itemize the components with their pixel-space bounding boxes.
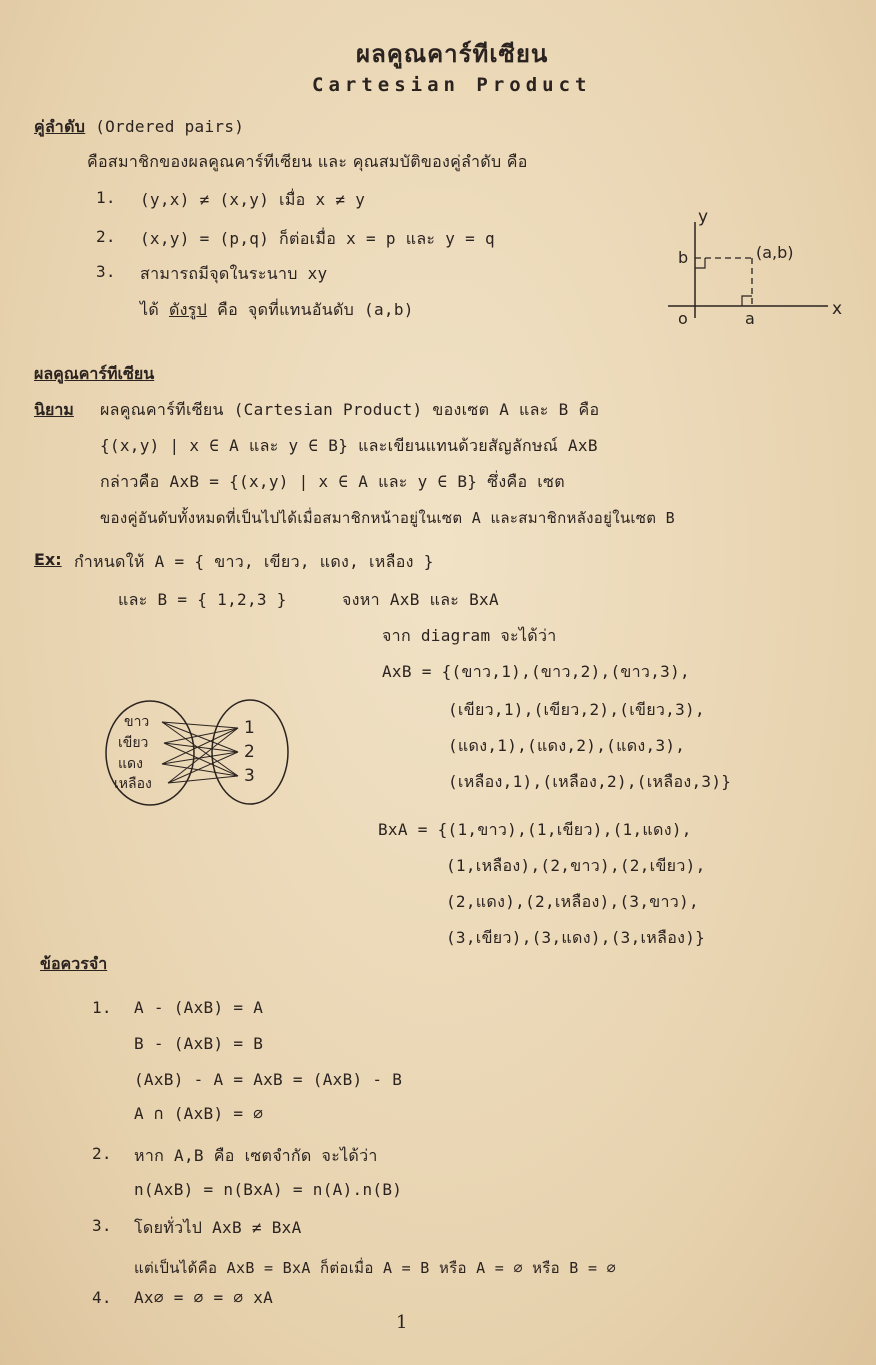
point-label: (a,b)	[756, 243, 794, 262]
set-b-element: 3	[244, 766, 255, 786]
axb-line: AxB = {(ขาว,1),(ขาว,2),(ขาว,3),	[382, 662, 690, 681]
set-a-element: ขาว	[124, 714, 150, 730]
axb-line: (แดง,1),(แดง,2),(แดง,3),	[448, 736, 686, 755]
remember-line: (AxB) - A = AxB = (AxB) - B	[134, 1070, 403, 1089]
property-text: (y,x) ≠ (x,y) เมื่อ x ≠ y	[140, 190, 366, 209]
set-a-element: แดง	[118, 756, 143, 772]
title-thai: ผลคูณคาร์ทีเซียน	[356, 40, 549, 68]
y-axis-label: y	[698, 207, 709, 227]
mapping-arrows	[162, 722, 238, 783]
example-line: และ B = { 1,2,3 }	[118, 590, 287, 609]
remember-line: n(AxB) = n(BxA) = n(A).n(B)	[134, 1180, 403, 1199]
a-label: a	[745, 309, 755, 328]
definition-line: {(x,y) | x ∈ A และ y ∈ B} และเขียนแทนด้วยสัญลักษณ์ AxB	[100, 436, 598, 455]
cartesian-heading: ผลคูณคาร์ทีเซียน	[34, 364, 155, 383]
example-line: กำหนดให้ A = { ขาว, เขียว, แดง, เหลือง }	[74, 552, 434, 571]
remember-line: A ∩ (AxB) = ∅	[134, 1104, 264, 1123]
property-text: (x,y) = (p,q) ก็ต่อเมื่อ x = p และ y = q	[140, 229, 495, 248]
remember-number: 2.	[92, 1144, 112, 1163]
definition-line: กล่าวคือ AxB = {(x,y) | x ∈ A และ y ∈ B} ซึ่งคือ เซต	[100, 472, 565, 491]
set-a-element: เหลือง	[114, 776, 152, 792]
set-a-element: เขียว	[118, 735, 149, 751]
axb-line: (เหลือง,1),(เหลือง,2),(เหลือง,3)}	[448, 772, 732, 791]
property-continuation: ได้ ดังรูป คือ จุดที่แทนอันดับ (a,b)	[140, 300, 414, 319]
example-line: จาก diagram จะได้ว่า	[382, 626, 557, 645]
example-label: Ex:	[34, 550, 62, 569]
definition-line: ของคู่อันดับทั้งหมดที่เป็นไปได้เมื่อสมาชิกหน้าอยู่ในเซต A และสมาชิกหลังอยู่ในเซต B	[100, 509, 675, 527]
remember-line: โดยทั่วไป AxB ≠ BxA	[134, 1218, 302, 1237]
remember-line: หาก A,B คือ เซตจำกัด จะได้ว่า	[134, 1146, 378, 1165]
remember-line: A - (AxB) = A	[134, 998, 264, 1017]
bxa-line: (3,เขียว),(3,แดง),(3,เหลือง)}	[446, 928, 706, 947]
remember-heading: ข้อควรจำ	[40, 954, 108, 973]
right-angle-mark	[695, 258, 705, 268]
definition-label: นิยาม	[34, 400, 74, 419]
coordinate-graph	[660, 200, 850, 330]
property-number: 3.	[96, 262, 116, 281]
ordered-pairs-heading: คู่ลำดับ (Ordered pairs)	[34, 117, 245, 136]
property-number: 2.	[96, 227, 116, 246]
bxa-line: BxA = {(1,ขาว),(1,เขียว),(1,แดง),	[378, 820, 692, 839]
bxa-line: (1,เหลือง),(2,ขาว),(2,เขียว),	[446, 856, 706, 875]
remember-number: 4.	[92, 1288, 112, 1307]
bxa-line: (2,แดง),(2,เหลือง),(3,ขาว),	[446, 892, 699, 911]
right-angle-mark	[742, 296, 752, 306]
ordered-pairs-intro: คือสมาชิกของผลคูณคาร์ทีเซียน และ คุณสมบัติของคู่ลำดับ คือ	[87, 152, 528, 171]
remember-line: Ax∅ = ∅ = ∅ xA	[134, 1288, 274, 1307]
page-number: 1	[396, 1312, 408, 1333]
example-line: จงหา AxB และ BxA	[342, 590, 499, 609]
axb-line: (เขียว,1),(เขียว,2),(เขียว,3),	[448, 700, 705, 719]
remember-number: 1.	[92, 998, 112, 1017]
set-b-element: 1	[244, 718, 255, 738]
x-axis-label: x	[832, 299, 843, 319]
set-b-element: 2	[244, 742, 255, 762]
remember-number: 3.	[92, 1216, 112, 1235]
remember-line: B - (AxB) = B	[134, 1034, 264, 1053]
mapping-diagram	[100, 695, 300, 810]
property-number: 1.	[96, 188, 116, 207]
remember-line: แต่เป็นได้คือ AxB = BxA ก็ต่อเมื่อ A = B หรือ A = ∅ หรือ B = ∅	[134, 1259, 616, 1277]
origin-label: o	[678, 309, 688, 328]
definition-line: ผลคูณคาร์ทีเซียน (Cartesian Product) ของเซต A และ B คือ	[100, 400, 600, 419]
property-text: สามารถมีจุดในระนาบ xy	[140, 264, 328, 283]
title-english: Cartesian Product	[312, 74, 592, 96]
b-label: b	[678, 248, 689, 267]
